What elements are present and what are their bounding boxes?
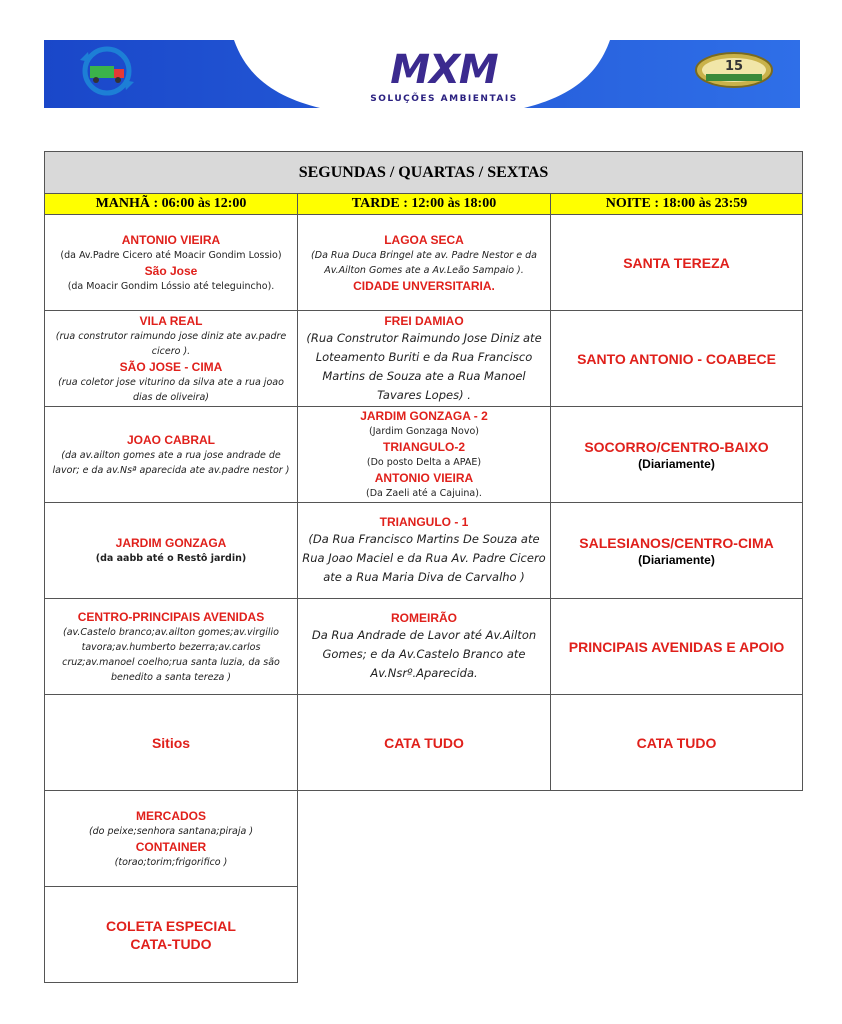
area-route: (da av.ailton gomes ate a rua jose andrade de lavor; e da av.Nsª aparecida ate av.padre nestor ) [52,449,290,476]
area-route: (av.Castelo branco;av.ailton gomes;av.virgilio tavora;av.humberto bezerra;av.carlos cruz;av.manoel coelho;rua santa luzia, da são benedito a santa tereza ) [62,626,280,683]
table-row [45,599,803,695]
table-row [45,311,803,407]
area-route: (do peixe;senhora santana;piraja ) [88,825,254,837]
morning-cell [45,311,298,407]
night-cell [551,311,803,407]
area-name: CATA-TUDO [130,935,212,952]
area-name: FREI DAMIAO [384,313,464,328]
morning-cell [45,407,298,503]
area-name: TRIANGULO-2 [383,440,465,454]
frequency-note: (Diariamente) [638,552,715,567]
area-name: JARDIM GONZAGA [115,536,227,550]
area-route: (Jardim Gonzaga Novo) [369,426,479,437]
table-row [45,887,803,983]
area-name: Sitios [151,734,191,751]
area-name: MERCADOS [135,808,206,823]
area-name: COLETA ESPECIAL [106,917,236,934]
area-route: (da aabb até o Restô jardin) [95,553,247,564]
area-route: (da Moacir Gondim Lóssio até teleguincho). [67,280,275,292]
night-cell [551,215,803,311]
table-row [45,215,803,311]
afternoon-cell [298,599,551,695]
area-name: LAGOA SECA [384,232,464,247]
area-name: SANTA TEREZA [623,254,730,271]
area-name: CONTAINER [135,839,207,854]
morning-cell [45,215,298,311]
table-row [45,503,803,599]
table-row [45,407,803,503]
table-row [45,791,803,887]
anniversary-badge-icon [694,50,774,90]
area-name: SOCORRO/CENTRO-BAIXO [584,438,769,455]
recycling-truck-icon [68,46,146,96]
empty-cell [298,887,551,983]
frequency-note: (Diariamente) [638,456,715,471]
night-cell [551,599,803,695]
area-name: SÃO JOSE - CIMA [119,359,223,374]
area-route: (Da Rua Francisco Martins De Souza ate Rua Joao Maciel e da Rua Av. Padre Cicero ate a Rua Maria Diva de Carvalho ) [302,532,546,584]
area-route: (Rua Construtor Raimundo Jose Diniz ate Loteamento Buriti e da Rua Francisco Martins de Souza ate a Rua Manoel Tavares Lopes) . [306,330,542,402]
morning-cell [45,887,298,983]
schedule-title: SEGUNDAS / QUARTAS / SEXTAS [45,152,803,194]
brand-logo [344,48,544,104]
area-route: (rua coletor jose viturino da silva ate a rua joao dias de oliveira) [58,376,284,403]
area-name: CATA TUDO [384,734,464,751]
period-night: NOITE : 18:00 às 23:59 [551,194,803,215]
night-cell [551,695,803,791]
area-name: CATA TUDO [636,734,717,751]
area-route: (Da Rua Duca Bringel ate av. Padre Nestor e da Av.Ailton Gomes ate a Av.Leão Sampaio ). [311,249,537,276]
empty-cell [551,887,803,983]
morning-cell [45,791,298,887]
afternoon-cell [298,215,551,311]
afternoon-cell [298,695,551,791]
area-route: (rua construtor raimundo jose diniz ate av.padre cicero ). [55,330,287,357]
area-name: SANTO ANTONIO - COABECE [577,350,776,367]
area-name: SALESIANOS/CENTRO-CIMA [579,534,774,551]
area-name: ROMEIRÃO [391,611,457,625]
afternoon-cell [298,311,551,407]
empty-cell [298,791,551,887]
area-name: VILA REAL [139,313,203,328]
area-name: São Jose [144,263,198,278]
area-name: JARDIM GONZAGA - 2 [360,409,488,423]
period-morning: MANHÃ : 06:00 às 12:00 [45,194,298,215]
area-route: Da Rua Andrade de Lavor até Av.Ailton Gomes; e da Av.Castelo Branco ate Av.Nsrº.Aparecida. [311,628,537,680]
area-name: TRIANGULO - 1 [379,515,469,529]
brand-tagline: SOLUÇÕES AMBIENTAIS [370,94,518,104]
area-route: (Do posto Delta a APAE) [366,457,482,468]
area-name: JOAO CABRAL [126,432,215,447]
morning-cell [45,695,298,791]
area-name: ANTONIO VIEIRA [121,232,221,247]
area-name: CENTRO-PRINCIPAIS AVENIDAS [77,609,265,624]
badge-number: 15 [724,59,744,74]
night-cell [551,503,803,599]
header-banner [44,40,800,108]
area-name: CIDADE UNVERSITARIA. [353,278,495,293]
collection-schedule-table [44,151,803,983]
brand-name: MXM [390,47,498,93]
morning-cell [45,599,298,695]
table-row [45,695,803,791]
afternoon-cell [298,503,551,599]
area-route: (Da Zaeli até a Cajuina). [366,488,482,499]
area-name: ANTONIO VIEIRA [374,471,474,485]
empty-cell [551,791,803,887]
area-name: PRINCIPAIS AVENIDAS E APOIO [568,638,785,655]
area-route: (da Av.Padre Cicero até Moacir Gondim Lossio) [60,249,282,261]
area-route: (torao;torim;frigorifico ) [114,856,228,868]
period-afternoon: TARDE : 12:00 às 18:00 [298,194,551,215]
afternoon-cell [298,407,551,503]
night-cell [551,407,803,503]
morning-cell [45,503,298,599]
